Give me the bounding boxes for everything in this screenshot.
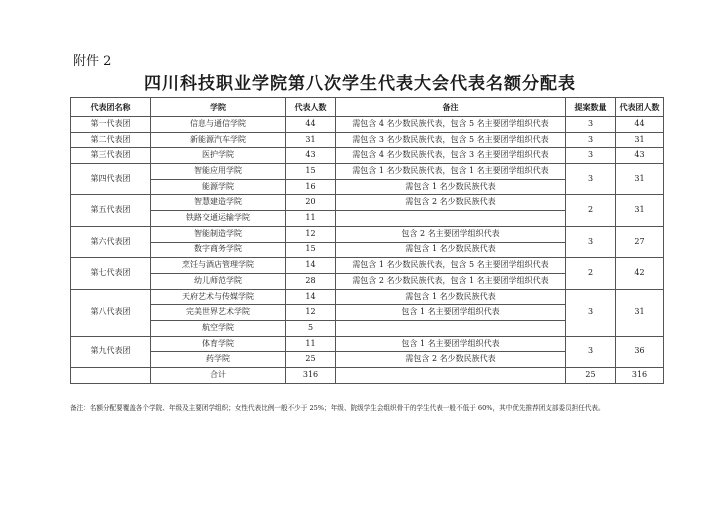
note-cell: 包含 1 名主要团学组织代表 xyxy=(336,336,566,352)
note-cell xyxy=(336,211,566,227)
proposals-cell: 3 xyxy=(566,336,616,367)
group-name-cell: 第八代表团 xyxy=(71,289,151,336)
count-cell: 44 xyxy=(286,117,336,133)
group-total-cell: 31 xyxy=(616,289,664,336)
document-title: 四川科技职业学院第八次学生代表大会代表名额分配表 xyxy=(144,74,576,94)
count-cell: 20 xyxy=(286,195,336,211)
group-total-cell: 27 xyxy=(616,226,664,257)
note-cell: 需包含 1 名少数民族代表 xyxy=(336,242,566,258)
table-row xyxy=(71,132,664,148)
college-cell: 完美世界艺术学院 xyxy=(151,305,286,321)
table-row xyxy=(71,226,664,242)
group-total-cell: 31 xyxy=(616,132,664,148)
table-row xyxy=(71,258,664,274)
college-cell: 智能制造学院 xyxy=(151,226,286,242)
note-cell: 包含 1 名主要团学组织代表 xyxy=(336,305,566,321)
college-cell: 烹饪与酒店管理学院 xyxy=(151,258,286,274)
college-cell: 数字商务学院 xyxy=(151,242,286,258)
college-cell: 新能源汽车学院 xyxy=(151,132,286,148)
header-college: 学院 xyxy=(151,98,286,117)
note-cell: 需包含 4 名少数民族代表，包含 3 名主要团学组织代表 xyxy=(336,148,566,164)
table-row xyxy=(71,336,664,352)
note-cell: 需包含 1 名少数民族代表，包含 1 名主要团学组织代表 xyxy=(336,164,566,180)
table-row xyxy=(71,195,664,211)
count-cell: 31 xyxy=(286,132,336,148)
note-cell: 需包含 3 名少数民族代表，包含 5 名主要团学组织代表 xyxy=(336,132,566,148)
footnote: 备注：名额分配要覆盖各个学院、年级及主要团学组织；女性代表比例一般不少于 25%；年级、院级学生会组织骨干的学生代表一般不低于 60%，其中优先推荐团支部委员担任代表。 xyxy=(70,404,605,412)
note-cell: 需包含 1 名少数民族代表 xyxy=(336,289,566,305)
count-cell: 16 xyxy=(286,179,336,195)
table-row xyxy=(71,148,664,164)
proposals-cell: 3 xyxy=(566,226,616,257)
proposals-cell: 2 xyxy=(566,195,616,226)
proposals-cell: 3 xyxy=(566,132,616,148)
college-cell: 幼儿师范学院 xyxy=(151,273,286,289)
group-name-cell: 第三代表团 xyxy=(71,148,151,164)
count-cell: 5 xyxy=(286,320,336,336)
group-name-cell: 第六代表团 xyxy=(71,226,151,257)
college-cell: 铁路交通运输学院 xyxy=(151,211,286,227)
total-note-cell xyxy=(336,368,566,384)
count-cell: 15 xyxy=(286,242,336,258)
count-cell: 14 xyxy=(286,258,336,274)
header-note: 备注 xyxy=(336,98,566,117)
group-total-cell: 31 xyxy=(616,164,664,195)
college-cell: 智能应用学院 xyxy=(151,164,286,180)
group-name-cell: 第二代表团 xyxy=(71,132,151,148)
proposals-cell: 3 xyxy=(566,289,616,336)
header-count: 代表人数 xyxy=(286,98,336,117)
total-row xyxy=(71,368,664,384)
college-cell: 药学院 xyxy=(151,352,286,368)
college-cell: 医护学院 xyxy=(151,148,286,164)
total-proposals-cell: 25 xyxy=(566,368,616,384)
proposals-cell: 2 xyxy=(566,258,616,289)
group-total-cell: 42 xyxy=(616,258,664,289)
college-cell: 航空学院 xyxy=(151,320,286,336)
group-total-cell: 43 xyxy=(616,148,664,164)
college-cell: 体育学院 xyxy=(151,336,286,352)
group-name-cell: 第九代表团 xyxy=(71,336,151,367)
note-cell: 包含 2 名主要团学组织代表 xyxy=(336,226,566,242)
group-total-cell: 36 xyxy=(616,336,664,367)
total-group-cell: 316 xyxy=(616,368,664,384)
table-header-row xyxy=(71,98,664,117)
proposals-cell: 3 xyxy=(566,117,616,133)
college-cell: 智慧建造学院 xyxy=(151,195,286,211)
note-cell: 需包含 1 名少数民族代表 xyxy=(336,179,566,195)
note-cell: 需包含 1 名少数民族代表，包含 5 名主要团学组织代表 xyxy=(336,258,566,274)
proposals-cell: 3 xyxy=(566,164,616,195)
group-name-cell: 第五代表团 xyxy=(71,195,151,226)
count-cell: 14 xyxy=(286,289,336,305)
total-count-cell: 316 xyxy=(286,368,336,384)
total-label-cell: 合计 xyxy=(151,368,286,384)
count-cell: 11 xyxy=(286,211,336,227)
group-total-cell: 31 xyxy=(616,195,664,226)
group-name-cell: 第一代表团 xyxy=(71,117,151,133)
note-cell: 需包含 2 名少数民族代表，包含 1 名主要团学组织代表 xyxy=(336,273,566,289)
table-body xyxy=(71,117,664,384)
header-group-total: 代表团人数 xyxy=(616,98,664,117)
total-empty-cell xyxy=(71,368,151,384)
group-name-cell: 第四代表团 xyxy=(71,164,151,195)
table-row xyxy=(71,289,664,305)
college-cell: 能源学院 xyxy=(151,179,286,195)
group-total-cell: 44 xyxy=(616,117,664,133)
count-cell: 12 xyxy=(286,305,336,321)
note-cell: 需包含 4 名少数民族代表，包含 5 名主要团学组织代表 xyxy=(336,117,566,133)
college-cell: 信息与通信学院 xyxy=(151,117,286,133)
count-cell: 12 xyxy=(286,226,336,242)
attachment-label: 附件 2 xyxy=(73,54,112,69)
count-cell: 15 xyxy=(286,164,336,180)
note-cell: 需包含 2 名少数民族代表 xyxy=(336,352,566,368)
count-cell: 25 xyxy=(286,352,336,368)
table-row xyxy=(71,117,664,133)
header-proposals: 提案数量 xyxy=(566,98,616,117)
proposals-cell: 3 xyxy=(566,148,616,164)
college-cell: 天府艺术与传媒学院 xyxy=(151,289,286,305)
note-cell: 需包含 2 名少数民族代表 xyxy=(336,195,566,211)
table-row xyxy=(71,164,664,180)
count-cell: 28 xyxy=(286,273,336,289)
count-cell: 43 xyxy=(286,148,336,164)
allocation-table xyxy=(70,97,664,384)
note-cell xyxy=(336,320,566,336)
header-group-name: 代表团名称 xyxy=(71,98,151,117)
count-cell: 11 xyxy=(286,336,336,352)
group-name-cell: 第七代表团 xyxy=(71,258,151,289)
